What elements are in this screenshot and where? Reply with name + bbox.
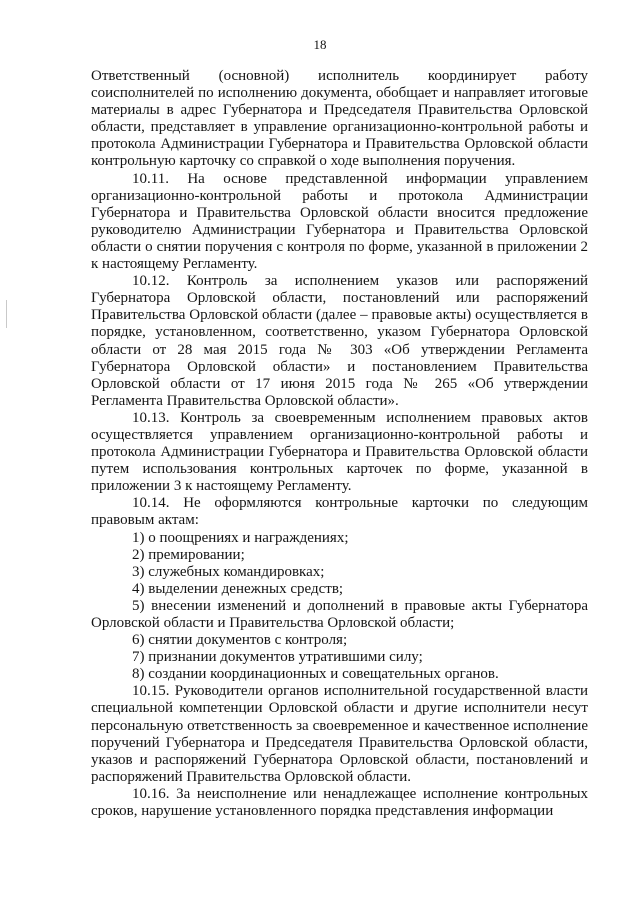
paragraph: 4) выделении денежных средств; bbox=[132, 580, 344, 597]
paragraph: 10.14. Не оформляются контрольные карточки по следующим правовым актам: bbox=[91, 495, 588, 529]
paragraph: 10.16. За неисполнение или ненадлежащее исполнение контрольных сроков, нарушение установленного порядка представления информации bbox=[91, 785, 588, 820]
paragraph: 1) о поощрениях и награждениях; bbox=[132, 529, 349, 546]
paragraph: 8) создании координационных и совещательных органов. bbox=[132, 666, 499, 683]
page-number: 18 bbox=[313, 37, 327, 52]
paragraph: 10.11. На основе представленной информации управлением организационно-контрольной работы и протокола Администрации Губернатора и Правительства Орловской области вносится предложение руководителю Администрации Губернатора и Правительства Орловской области о снятии поручения с контроля по форме, указанной в приложении 2 к настоящему Регламенту. bbox=[91, 170, 588, 273]
paragraph: 6) снятии документов с контроля; bbox=[132, 632, 348, 649]
paragraph: 3) служебных командировках; bbox=[132, 563, 325, 580]
paragraph: 2) премировании; bbox=[132, 546, 245, 563]
document-body bbox=[91, 68, 588, 820]
paragraph: 10.13. Контроль за своевременным исполнением правовых актов осуществляется управлением организационно-контрольной работы и протокола Администрации Губернатора и Правительства Орловской области путем использования контрольных карточек по форме, указанной в приложении 3 к настоящему Регламенту. bbox=[91, 409, 588, 495]
paragraph: 5) внесении изменений и дополнений в правовые акты Губернатора Орловской области и Правительства Орловской области; bbox=[91, 597, 588, 631]
paragraph: Ответственный (основной) исполнитель координирует работу соисполнителей по исполнению документа, обобщает и направляет итоговые материалы в адрес Губернатора и Председателя Правительства Орловской области, представляет в управление организационно-контрольной работы и протокола Администрации Губернатора и Правительства Орловской области контрольную карточку со справкой о ходе выполнения поручения. bbox=[91, 68, 588, 170]
scan-margin-mark bbox=[6, 300, 7, 328]
paragraph: 10.15. Руководители органов исполнительной государственной власти специальной компетенции Орловской области и другие исполнители несут персональную ответственность за своевременное и качественное исполнение поручений Губернатора и Председателя Правительства Орловской области, указов и распоряжений Губернатора Орловской области, постановлений и распоряжений Правительства Орловской области. bbox=[91, 683, 588, 785]
paragraph: 10.12. Контроль за исполнением указов или распоряжений Губернатора Орловской области, постановлений или распоряжений Правительства Орловской области (далее – правовые акты) осуществляется в порядке, установленном, соответственно, указом Губернатора Орловской области от 28 мая 2015 года № 303 «Об утверждении Регламента Губернатора Орловской области» и постановлением Правительства Орловской области от 17 июня 2015 года № 265 «Об утверждении Регламента Правительства Орловской области». bbox=[91, 273, 588, 409]
paragraph: 7) признании документов утратившими силу; bbox=[132, 649, 423, 666]
